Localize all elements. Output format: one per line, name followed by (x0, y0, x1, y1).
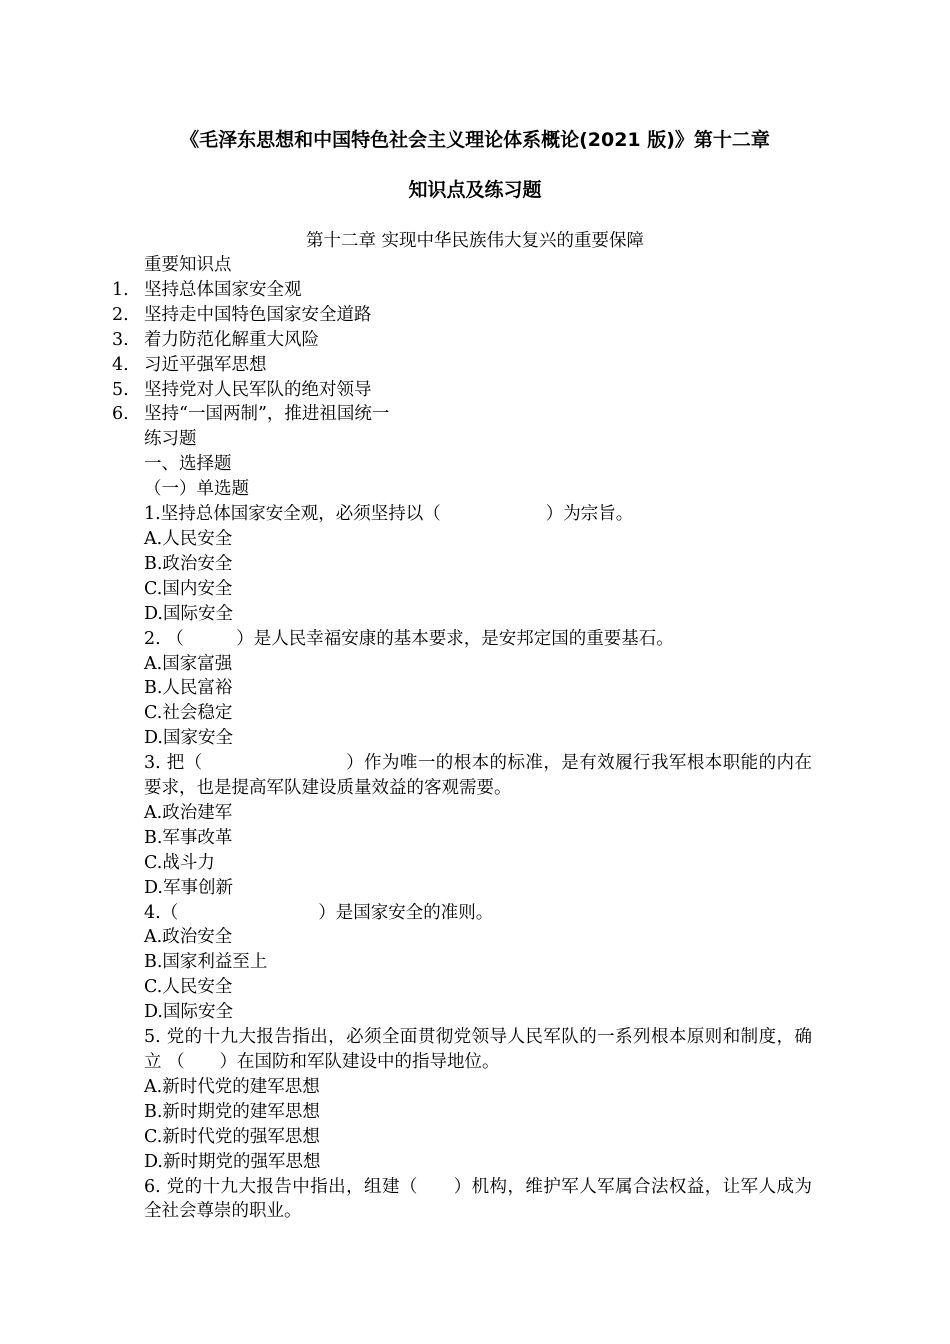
question-option: B.人民富裕 (144, 678, 233, 699)
knowledge-item-number: 1. (112, 279, 129, 300)
question-stem: 1.坚持总体国家安全观，必须坚持以（ ）为宗旨。 (144, 504, 634, 525)
document-title-line1: 《毛泽东思想和中国特色社会主义理论体系概论(2021 版)》第十二章 (180, 129, 770, 151)
question-option: C.社会稳定 (144, 703, 233, 724)
question-option: B.新时期党的建军思想 (144, 1101, 320, 1122)
question-option: A.国家富强 (144, 653, 233, 674)
question-option: D.国际安全 (144, 603, 233, 624)
question-2 (144, 627, 812, 752)
question-option: A.政治安全 (144, 927, 233, 948)
question-stem: 3. 把（ ）作为唯一的根本的标准，是有效履行我军根本职能的内在要求，也是提高军队建设质量效益的客观需要。 (144, 753, 812, 799)
question-option: D.国家安全 (144, 728, 233, 749)
question-3 (144, 751, 812, 900)
knowledge-item-number: 2. (112, 304, 129, 325)
knowledge-item-text: 坚持总体国家安全观 (144, 279, 302, 300)
question-option: D.新时期党的强军思想 (144, 1151, 321, 1172)
question-option: C.战斗力 (144, 852, 215, 873)
subsection-heading: （一）单选题 (144, 479, 249, 500)
knowledge-item-text: 坚持走中国特色国家安全道路 (144, 304, 372, 325)
question-option: D.军事创新 (144, 877, 233, 898)
question-option: C.国内安全 (144, 578, 233, 599)
knowledge-item (112, 378, 812, 403)
question-option: A.政治建军 (144, 802, 233, 823)
question-stem: 4.（ ）是国家安全的准则。 (144, 902, 494, 923)
knowledge-item-number: 6. (112, 404, 129, 425)
knowledge-item (112, 353, 812, 378)
question-option: D.国际安全 (144, 1002, 233, 1023)
question-stem: 2. （ ）是人民幸福安康的基本要求，是安邦定国的重要基石。 (144, 628, 674, 649)
question-option: B.政治安全 (144, 553, 233, 574)
question-5 (144, 1025, 812, 1174)
document-title-line2: 知识点及练习题 (408, 179, 542, 201)
knowledge-item-text: 着力防范化解重大风险 (144, 329, 319, 350)
knowledge-item (112, 303, 812, 328)
question-option: A.新时代党的建军思想 (144, 1076, 320, 1097)
section-heading: 一、选择题 (144, 454, 232, 475)
question-option: B.国家利益至上 (144, 952, 268, 973)
question-stem: 5. 党的十九大报告指出，必须全面贯彻党领导人民军队的一系列根本原则和制度，确立 （ ）在国防和军队建设中的指导地位。 (144, 1027, 812, 1072)
knowledge-list (112, 278, 812, 427)
question-option: B.军事改革 (144, 827, 233, 848)
knowledge-item-text: 坚持党对人民军队的绝对领导 (144, 379, 372, 400)
question-stem: 6. 党的十九大报告中指出，组建（ ）机构，维护军人军属合法权益，让军人成为全社会尊崇的职业。 (144, 1176, 812, 1222)
chapter-heading: 第十二章 实现中华民族伟大复兴的重要保障 (305, 231, 645, 251)
document-body (112, 253, 812, 1224)
knowledge-item-text: 习近平强军思想 (144, 354, 267, 375)
question-6 (144, 1175, 812, 1225)
knowledge-item-number: 3. (112, 329, 129, 350)
knowledge-item-text: 坚持“一国两制”，推进祖国统一 (144, 404, 390, 425)
question-option: C.新时代党的强军思想 (144, 1126, 320, 1147)
knowledge-heading: 重要知识点 (144, 255, 232, 275)
question-4 (144, 901, 812, 1026)
question-option: A.人民安全 (144, 528, 233, 549)
question-1 (144, 502, 812, 627)
knowledge-item (112, 328, 812, 353)
question-option: C.人民安全 (144, 977, 233, 998)
knowledge-item (112, 402, 812, 427)
knowledge-item-number: 4. (112, 354, 129, 375)
exercises-heading: 练习题 (144, 429, 197, 450)
knowledge-item (112, 278, 812, 303)
knowledge-item-number: 5. (112, 379, 129, 400)
